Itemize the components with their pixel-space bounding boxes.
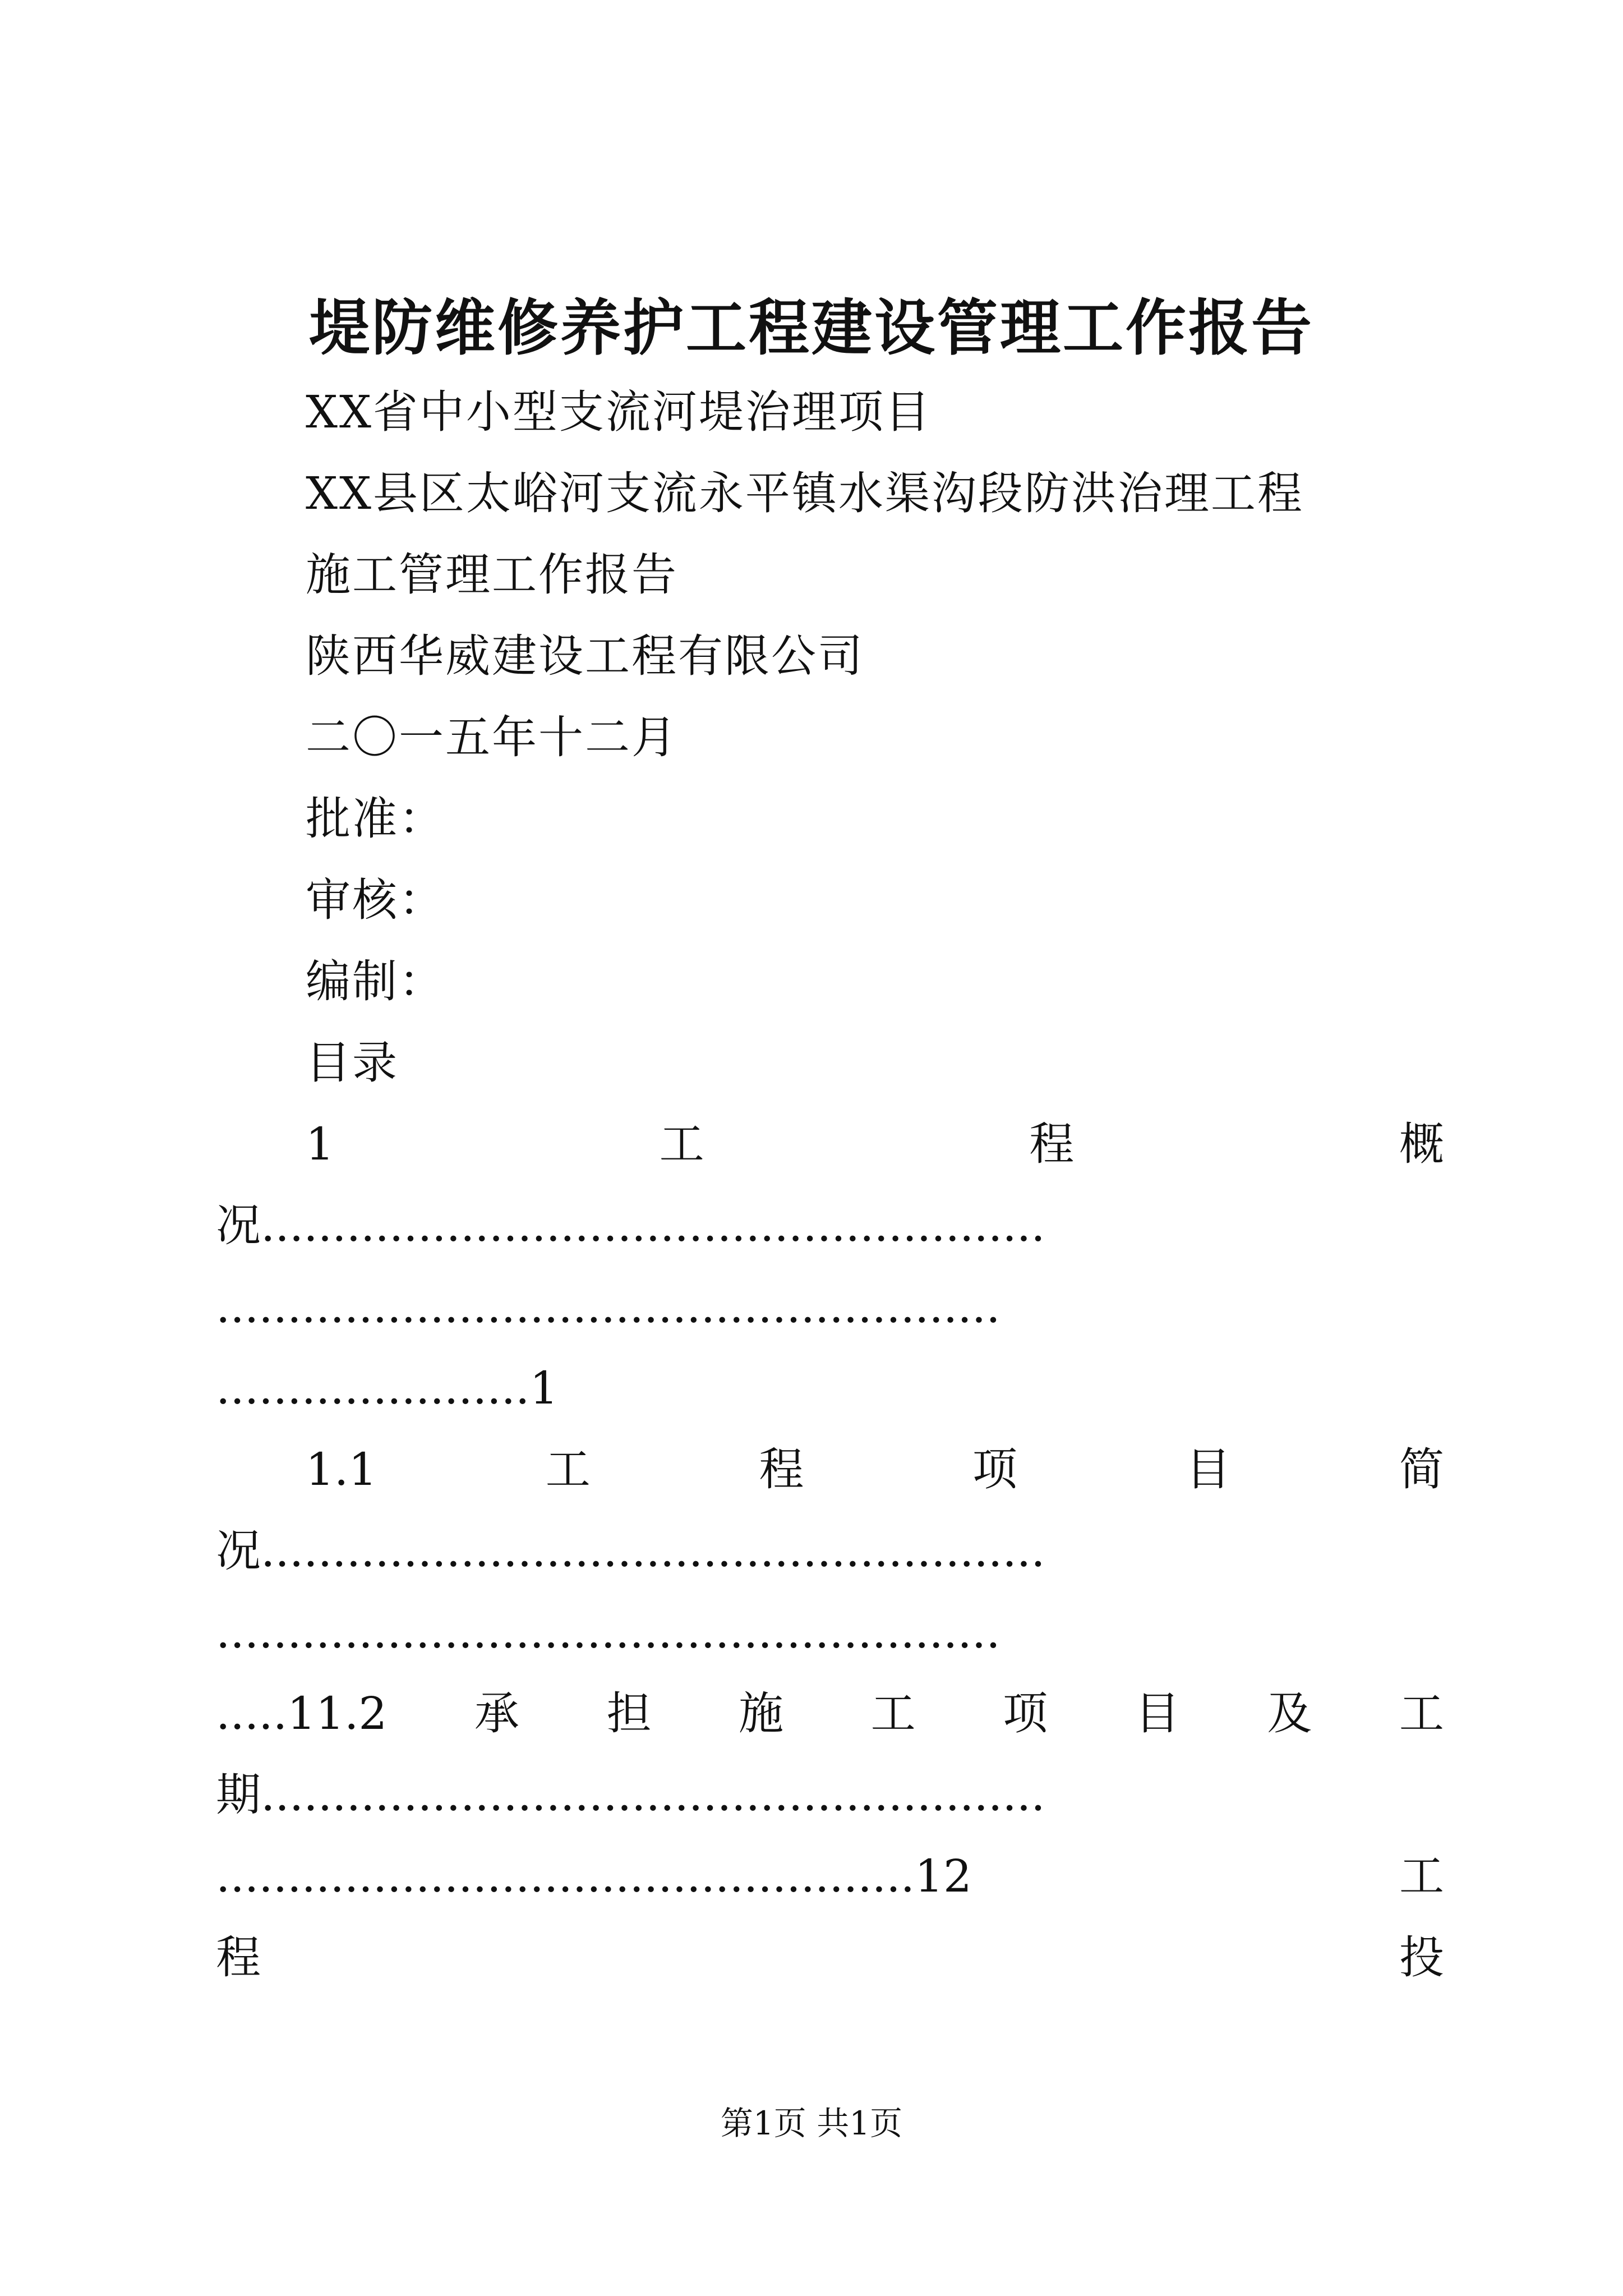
toc-row-1-char: 程 xyxy=(1029,1118,1075,1170)
toc-row-4-leader: .................................................12 xyxy=(216,1850,972,1902)
toc-row-1-end: ......................1 xyxy=(216,1362,559,1414)
toc-row-5 xyxy=(216,1927,1444,1989)
report-name: 施工管理工作报告 xyxy=(306,549,678,601)
page-footer: 第1页 共1页 xyxy=(720,2104,903,2142)
toc-heading: 目录 xyxy=(306,1037,399,1089)
toc-row-3 xyxy=(216,1683,1444,1745)
toc-row-2-char: 项 xyxy=(972,1443,1017,1496)
review-label: 审核： xyxy=(306,874,445,926)
toc-row-1-cont: 况 xyxy=(216,1199,261,1251)
company-name: 陕西华威建设工程有限公司 xyxy=(306,630,864,682)
toc-row-1 xyxy=(306,1114,1444,1175)
toc-row-1-char: 工 xyxy=(659,1118,704,1170)
toc-row-2-leader: 况....................................................... xyxy=(216,1525,1045,1577)
toc-row-4 xyxy=(216,1846,1444,1907)
toc-row-2-num: 1.1 xyxy=(306,1443,377,1496)
toc-leader-line: ....................................................... xyxy=(216,1281,1000,1333)
toc-row-4-char: 工 xyxy=(1399,1850,1444,1902)
document-title: 堤防维修养护工程建设管理工作报告 xyxy=(308,293,1314,364)
toc-row-3-char: 承 xyxy=(474,1687,519,1740)
toc-row-5-char: 投 xyxy=(1399,1931,1444,1984)
report-date: 二〇一五年十二月 xyxy=(306,711,678,763)
toc-row-2-char: 目 xyxy=(1186,1443,1231,1496)
subproject-name: XX县区太峪河支流永平镇水渠沟段防洪治理工程 xyxy=(306,467,1304,519)
toc-row-3-num: .....11.2 xyxy=(216,1687,388,1740)
approve-label: 批准： xyxy=(306,793,445,845)
toc-row-2-char: 程 xyxy=(759,1443,804,1496)
toc-row-2-char: 简 xyxy=(1399,1443,1444,1496)
toc-row-3-char: 项 xyxy=(1003,1687,1048,1740)
toc-row-3-leader: 期....................................................... xyxy=(216,1769,1045,1821)
compile-label: 编制： xyxy=(306,955,445,1007)
toc-row-2-char: 工 xyxy=(545,1443,591,1496)
toc-row-1-leader: 况....................................................... xyxy=(216,1199,1045,1251)
toc-row-3-char: 担 xyxy=(606,1687,652,1740)
toc-row-3-char: 目 xyxy=(1135,1687,1180,1740)
toc-row-3-char: 工 xyxy=(1399,1687,1444,1740)
toc-row-3-char: 工 xyxy=(870,1687,916,1740)
toc-row-3-cont: 期 xyxy=(216,1769,261,1821)
toc-row-2 xyxy=(306,1439,1444,1501)
toc-row-3-char: 及 xyxy=(1267,1687,1312,1740)
toc-leader-line: ....................................................... xyxy=(216,1606,1000,1658)
toc-row-3-char: 施 xyxy=(739,1687,784,1740)
toc-row-2-cont: 况 xyxy=(216,1525,261,1577)
toc-row-1-page: 1 xyxy=(529,1362,559,1414)
project-name: XX省中小型支流河堤治理项目 xyxy=(306,386,932,438)
toc-row-5-char: 程 xyxy=(216,1931,261,1984)
toc-row-1-num: 1 xyxy=(306,1118,334,1170)
toc-row-1-char: 概 xyxy=(1399,1118,1444,1170)
